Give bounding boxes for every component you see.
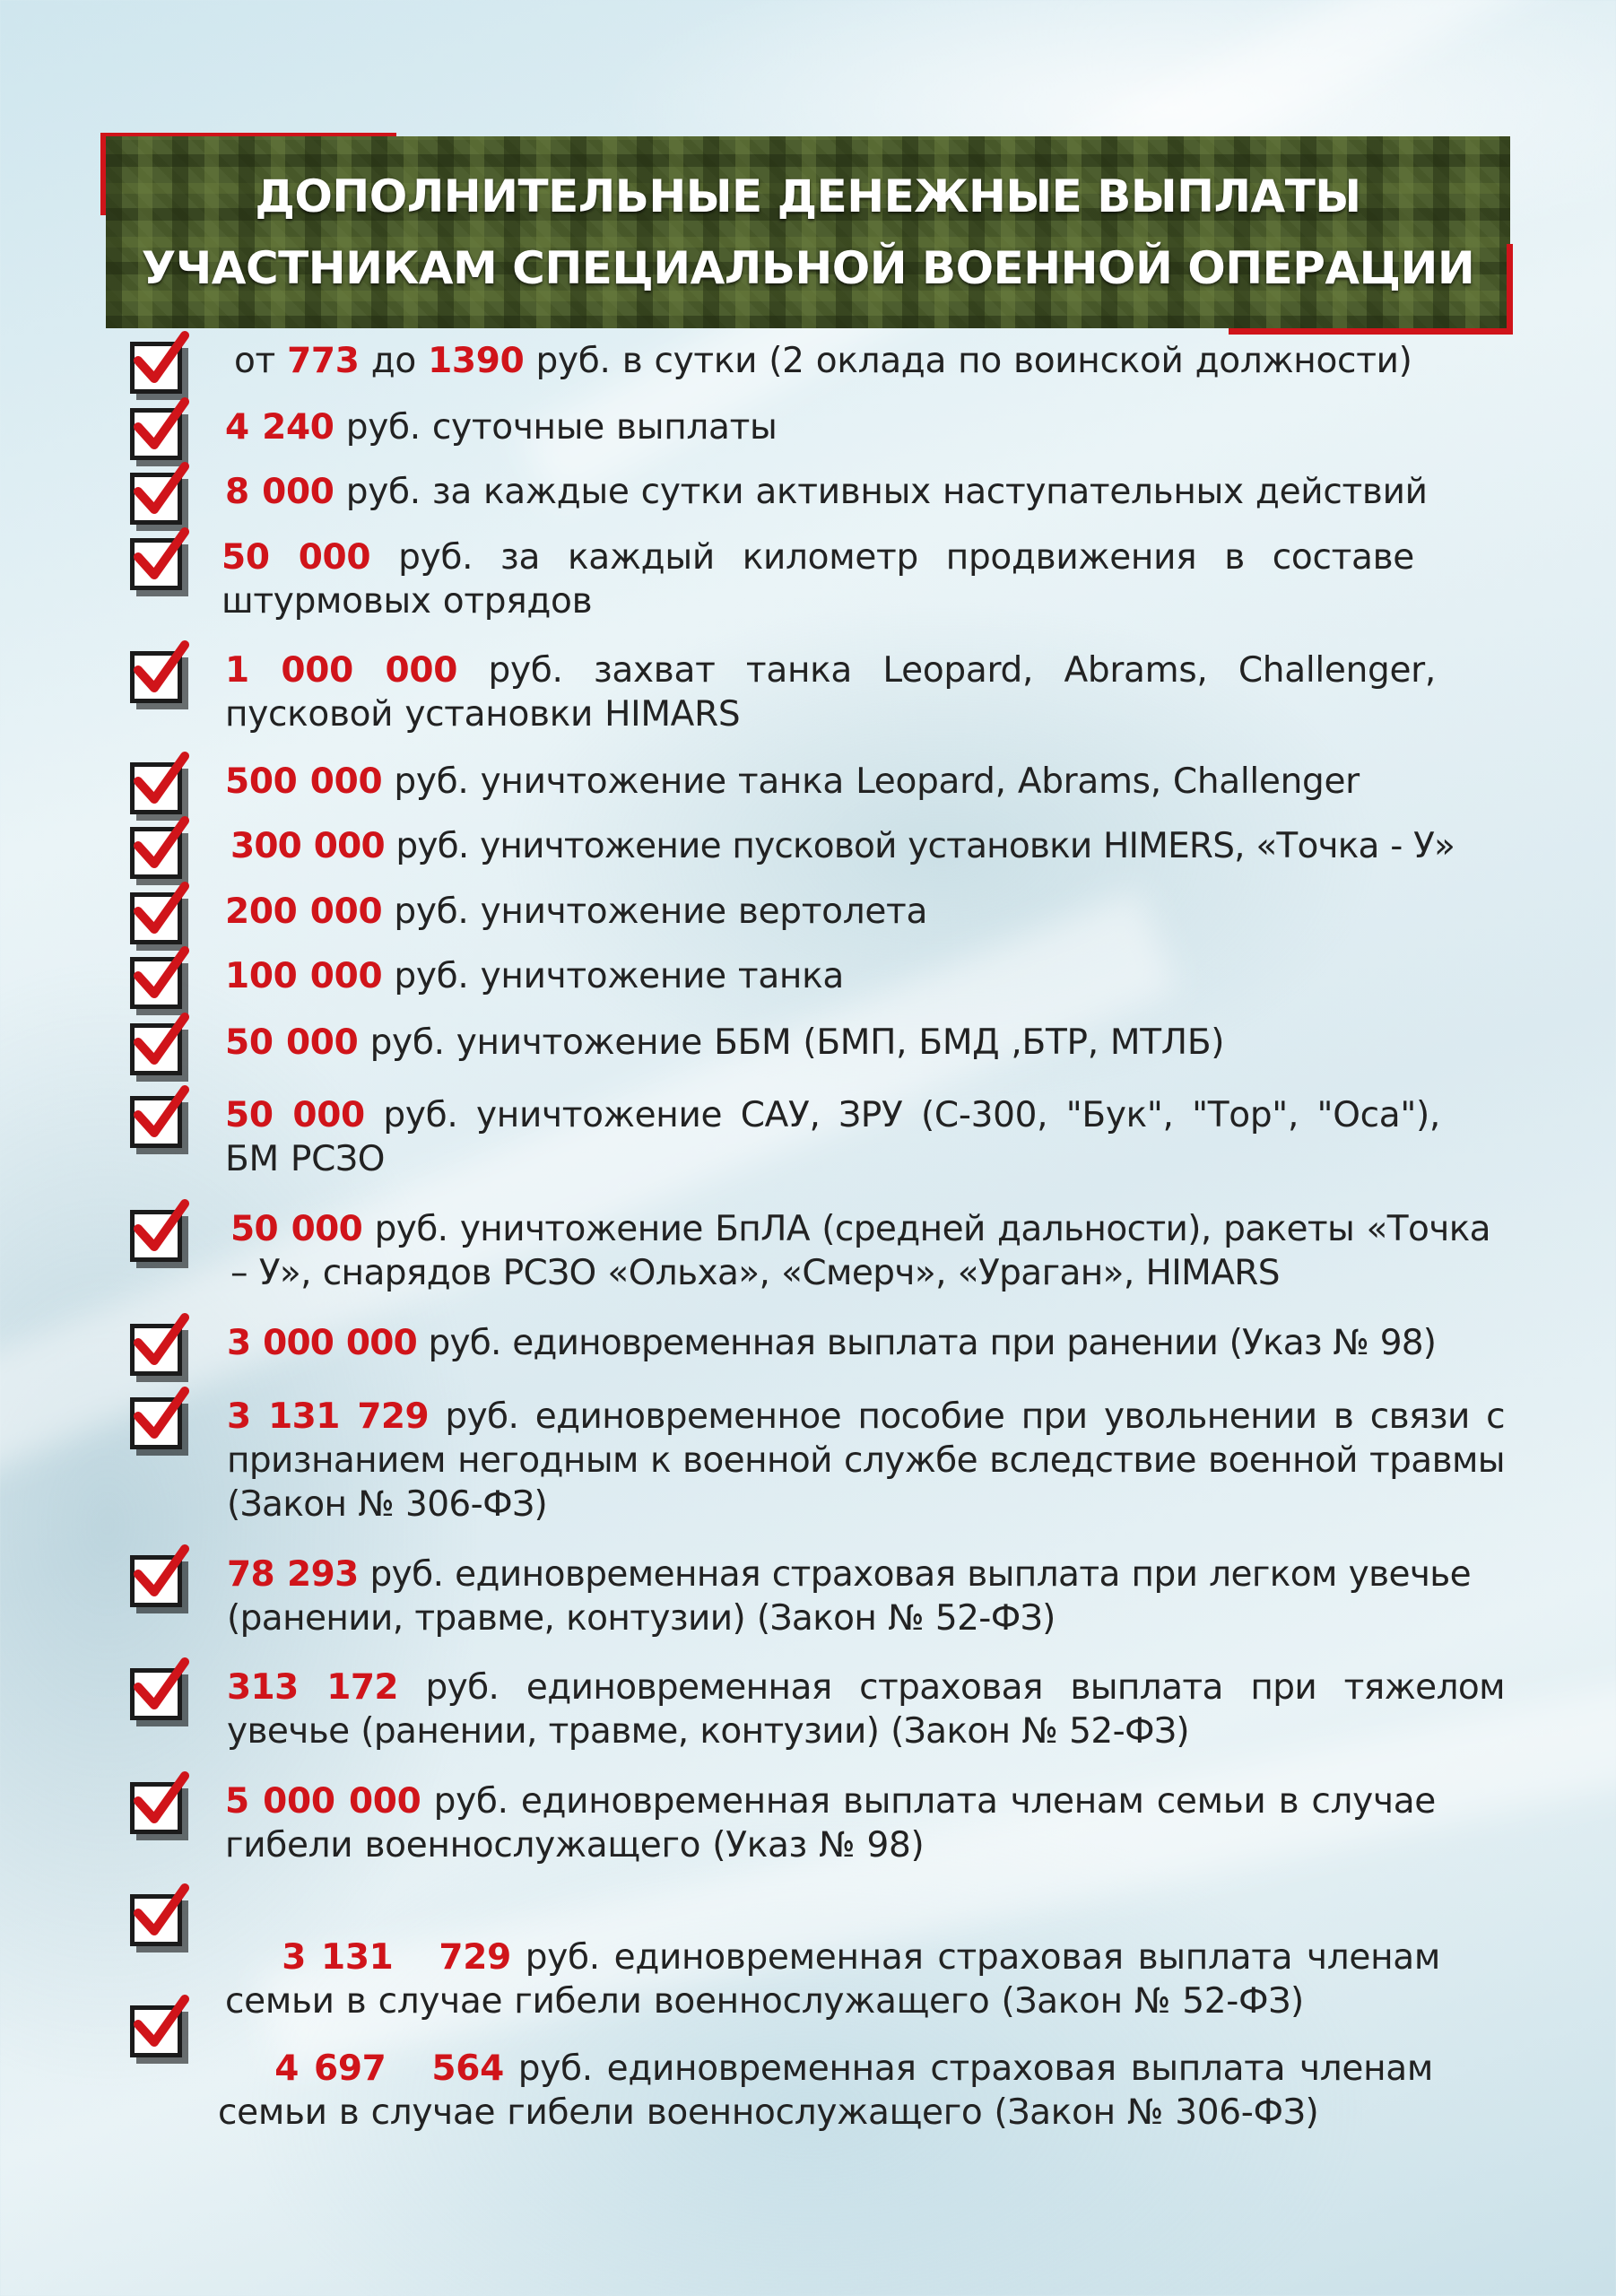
list-item-text: 500 000 руб. уничтожение танка Leopard, Abrams, Challenger xyxy=(225,761,1360,802)
checkbox-checked-icon xyxy=(130,2005,182,2057)
amount: 50 000 xyxy=(222,537,371,578)
amount: 500 000 xyxy=(225,761,383,802)
list-item xyxy=(130,1552,1505,1640)
list-item xyxy=(130,339,1503,394)
list-item-text: 300 000 руб. уничтожение пусковой установки HIMERS, «Точка - У» xyxy=(230,826,1455,866)
checkbox-checked-icon xyxy=(130,1210,182,1262)
list-item-text: 78 293 руб. единовременная страховая выплата при легком увечье (ранении, травме, контузии) (Закон № 52-ФЗ) xyxy=(227,1554,1472,1639)
list-item-text: 5 000 000 руб. единовременная выплата членам семьи в случае гибели военнослужащего (Указ № 98) xyxy=(225,1781,1436,1866)
checkbox-checked-icon xyxy=(130,1668,182,1720)
list-item xyxy=(130,954,1494,1009)
banner-bracket-bottom xyxy=(1229,328,1513,335)
checkbox-checked-icon xyxy=(130,1023,182,1075)
list-item-text: 1 000 000 руб. захват танка Leopard, Abrams, Challenger, пусковой установки HIMARS xyxy=(225,650,1436,735)
checkbox-checked-icon xyxy=(130,957,182,1009)
amount: 313 172 xyxy=(227,1667,398,1708)
list-item xyxy=(130,1021,1494,1075)
checkbox-checked-icon xyxy=(130,1782,182,1834)
checkbox-checked-icon xyxy=(130,1894,182,1946)
list-item xyxy=(130,405,1494,460)
checkbox-checked-icon xyxy=(130,538,182,590)
checkbox-checked-icon xyxy=(130,1397,182,1449)
amount: 50 000 xyxy=(225,1022,359,1063)
list-item xyxy=(130,1665,1505,1753)
list-item-text: 3 131 729 руб. единовременная страховая выплата членам семьи в случае гибели военнослужащего (Закон № 52-ФЗ) xyxy=(225,1937,1453,2022)
checkbox-checked-icon xyxy=(130,892,182,944)
list-item xyxy=(130,535,1414,623)
checkbox-checked-icon xyxy=(130,473,182,525)
amount: 78 293 xyxy=(227,1554,359,1595)
amount: 1 000 000 xyxy=(225,650,458,691)
amount: 3 131 729 xyxy=(227,1396,429,1437)
page-title-line-2: УЧАСТНИКАМ СПЕЦИАЛЬНОЙ ВОЕННОЙ ОПЕРАЦИИ xyxy=(141,242,1475,294)
list-item-text: 3 000 000 руб. единовременная выплата при ранении (Указ № 98) xyxy=(227,1323,1437,1363)
list-item xyxy=(130,2003,1446,2179)
list-item-text: 50 000 руб. уничтожение ББМ (БМП, БМД ,БТР, МТЛБ) xyxy=(225,1022,1225,1063)
amount: 3 131 729 xyxy=(282,1937,511,1978)
amount: 773 xyxy=(287,341,360,381)
amount: 4 697 564 xyxy=(274,2048,504,2089)
list-item-text: 100 000 руб. уничтожение танка xyxy=(225,956,844,996)
checkbox-checked-icon xyxy=(130,342,182,394)
list-item xyxy=(130,1779,1436,1867)
list-item-text: 4 240 руб. суточные выплаты xyxy=(225,407,778,448)
list-item-text: 313 172 руб. единовременная страховая выплата при тяжелом увечье (ранении, травме, контузии) (Закон № 52-ФЗ) xyxy=(227,1667,1505,1752)
checkbox-checked-icon xyxy=(130,408,182,460)
checkbox-checked-icon xyxy=(130,1324,182,1376)
list-item-text: 8 000 руб. за каждые сутки активных наступательных действий xyxy=(225,472,1428,512)
amount: 1390 xyxy=(428,341,525,381)
checkbox-checked-icon xyxy=(130,651,182,703)
list-item xyxy=(130,1207,1490,1295)
checkbox-checked-icon xyxy=(130,827,182,879)
list-item-text: 200 000 руб. уничтожение вертолета xyxy=(225,891,928,932)
list-item xyxy=(130,1093,1440,1181)
list-item-text: 50 000 руб. уничтожение БпЛА (средней дальности), ракеты «Точка – У», снарядов РСЗО «Ольха», «Смерч», «Ураган», HIMARS xyxy=(230,1209,1490,1293)
checkbox-checked-icon xyxy=(130,1555,182,1607)
banner-bracket-right xyxy=(1507,244,1513,334)
amount: 50 000 xyxy=(225,1095,365,1135)
list-item-text: 3 131 729 руб. единовременное пособие при увольнении в связи с признанием негодным к военной службе вследствие военной травмы (Закон № 306-ФЗ) xyxy=(227,1396,1505,1525)
list-item-text: 50 000 руб. уничтожение САУ, ЗРУ (С-300, "Бук", "Тор", "Оса"), БМ РСЗО xyxy=(225,1095,1440,1179)
amount: 300 000 xyxy=(230,826,385,866)
amount: 50 000 xyxy=(230,1209,363,1249)
checkbox-checked-icon xyxy=(130,762,182,814)
amount: 100 000 xyxy=(225,956,383,996)
list-item xyxy=(130,1395,1505,1526)
amount: 200 000 xyxy=(225,891,383,932)
amount: 3 000 000 xyxy=(227,1323,417,1363)
list-item-text: 50 000 руб. за каждый километр продвижения в составе штурмовых отрядов xyxy=(222,537,1414,622)
list-item-text: 4 697 564 руб. единовременная страховая выплата членам семьи в случае гибели военнослужащего (Закон № 306-ФЗ) xyxy=(218,2048,1446,2133)
amount: 8 000 xyxy=(225,472,334,512)
list-item xyxy=(130,760,1494,814)
list-item xyxy=(130,890,1494,944)
list-item xyxy=(130,1321,1496,1376)
checkbox-checked-icon xyxy=(130,1096,182,1148)
list-item xyxy=(130,648,1436,736)
list-item xyxy=(130,824,1499,879)
title-banner xyxy=(106,136,1510,328)
amount: 4 240 xyxy=(225,407,334,448)
list-item xyxy=(130,470,1494,525)
amount: 5 000 000 xyxy=(225,1781,421,1822)
page-title-line-1: ДОПОЛНИТЕЛЬНЫЕ ДЕНЕЖНЫЕ ВЫПЛАТЫ xyxy=(255,170,1361,222)
list-item-text: от 773 до 1390 руб. в сутки (2 оклада по воинской должности) xyxy=(234,341,1412,381)
